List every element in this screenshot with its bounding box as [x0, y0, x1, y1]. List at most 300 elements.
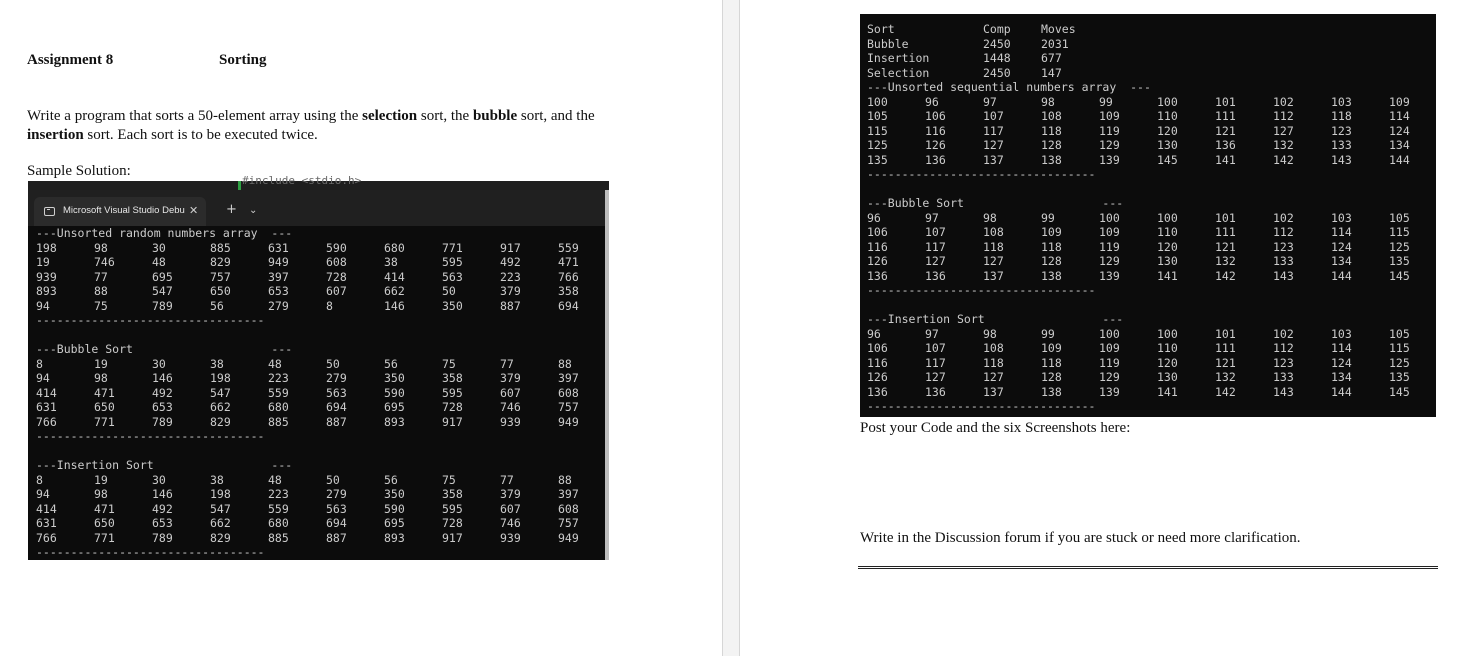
terminal-cell: 917 [442, 530, 463, 545]
terminal-cell: 198 [210, 371, 231, 385]
terminal-line [860, 51, 1437, 66]
terminal-cell: 121 [1215, 239, 1236, 254]
terminal-cell: 893 [384, 414, 405, 429]
terminal-cell: 949 [558, 530, 579, 545]
terminal-cell: 771 [442, 240, 463, 255]
terminal-cell: 127 [983, 254, 1004, 268]
terminal-cell: 88 [558, 356, 572, 371]
terminal-line [860, 327, 1437, 342]
terminal-cell: 397 [268, 269, 289, 284]
terminal-cell: 471 [94, 501, 115, 516]
terminal-cell: 115 [1389, 341, 1410, 355]
terminal-cell: 2450 [983, 36, 1011, 51]
terminal-cell: 887 [326, 414, 347, 429]
terminal-cell: 30 [152, 240, 166, 255]
terminal-cell: 98 [94, 240, 108, 255]
terminal-line [28, 328, 605, 343]
terminal-cell: 789 [152, 414, 173, 429]
terminal-line [860, 80, 1437, 95]
terminal-cell: 106 [925, 109, 946, 123]
terminal-cell: 137 [983, 384, 1004, 399]
terminal-cell: 653 [268, 284, 289, 298]
terminal-cell: 98 [1041, 94, 1055, 109]
terminal-line [28, 473, 605, 488]
terminal-cell: 134 [1331, 370, 1352, 384]
terminal-cell: 139 [1099, 152, 1120, 167]
terminal-cell: 746 [500, 400, 521, 414]
terminal-cell: 129 [1099, 254, 1120, 268]
terminal-cell: 127 [1273, 123, 1294, 138]
terminal-cell: 138 [1041, 152, 1062, 167]
terminal-cell: 135 [867, 152, 888, 167]
terminal-cell: 109 [1099, 225, 1120, 239]
terminal-cell: 120 [1157, 123, 1178, 138]
terminal-text: ---Unsorted sequential numbers array --- [867, 80, 1151, 94]
terminal-line [860, 225, 1437, 240]
sample-solution-label: Sample Solution: [27, 163, 131, 179]
terminal-cell: 94 [36, 371, 50, 385]
terminal-cell: 694 [326, 400, 347, 414]
terminal-cell: 631 [36, 516, 57, 530]
terminal-cell: 98 [94, 371, 108, 385]
terminal-cell: 771 [94, 414, 115, 429]
terminal-cell: 133 [1273, 370, 1294, 384]
terminal-cell: 142 [1273, 152, 1294, 167]
terminal-cell: 757 [558, 516, 579, 530]
terminal-cell: 728 [326, 269, 347, 284]
terminal-line [860, 109, 1437, 124]
terminal-cell: 766 [36, 414, 57, 429]
terminal-cell: 48 [152, 255, 166, 269]
terminal-cell: 108 [1041, 109, 1062, 123]
terminal-cell: 117 [983, 123, 1004, 138]
terminal-cell: 939 [500, 530, 521, 545]
terminal-cell: 101 [1215, 94, 1236, 109]
terminal-cell: 563 [326, 501, 347, 516]
terminal-cell: 746 [94, 255, 115, 269]
terminal-cell: 1448 [983, 51, 1011, 65]
terminal-output-2 [860, 22, 1437, 414]
terminal-cell: 746 [500, 516, 521, 530]
terminal-cell: 102 [1273, 210, 1294, 225]
terminal-line [28, 357, 605, 372]
code-editor-peek [28, 174, 609, 190]
terminal-cell: 917 [442, 414, 463, 429]
terminal-cell: 98 [983, 326, 997, 341]
terminal-cell: 107 [925, 225, 946, 239]
terminal-cell: 77 [500, 356, 514, 371]
instruction-bold-selection: selection [362, 108, 418, 124]
terminal-text: ---Bubble Sort --- [867, 196, 1124, 210]
terminal-cell: 136 [867, 384, 888, 399]
terminal-cell: 118 [1331, 109, 1352, 123]
terminal-cell: 492 [152, 385, 173, 400]
terminal-line [28, 545, 605, 560]
terminal-cell: 358 [558, 284, 579, 298]
terminal-cell: 137 [983, 268, 1004, 283]
chevron-down-icon[interactable]: ⌄ [249, 205, 258, 216]
terminal-cell: 106 [867, 341, 888, 355]
terminal-cell: 885 [268, 530, 289, 545]
terminal-cell: 111 [1215, 341, 1236, 355]
terminal-cell: 414 [36, 385, 57, 400]
terminal-cell: 608 [558, 501, 579, 516]
terminal-cell: 96 [867, 326, 881, 341]
terminal-cell: 662 [210, 516, 231, 530]
terminal-cell: 110 [1157, 225, 1178, 239]
terminal-cell: 414 [384, 269, 405, 284]
terminal-cell: 144 [1331, 268, 1352, 283]
terminal-cell: 223 [268, 487, 289, 501]
terminal-cell: 118 [1041, 239, 1062, 254]
terminal-cell: 100 [1099, 210, 1120, 225]
terminal-cell: 112 [1273, 341, 1294, 355]
terminal-cell: 30 [152, 356, 166, 371]
terminal-cell: 680 [384, 240, 405, 255]
terminal-cell: 379 [500, 284, 521, 298]
terminal-cell: 119 [1099, 123, 1120, 138]
terminal-cell: 607 [326, 284, 347, 298]
terminal-cell: 126 [925, 138, 946, 152]
terminal-cell: 123 [1273, 239, 1294, 254]
discussion-note: Write in the Discussion forum if you are stuck or need more clarification. [860, 530, 1301, 546]
terminal-cell: 103 [1331, 94, 1352, 109]
terminal-cell: 120 [1157, 239, 1178, 254]
terminal-cell: 109 [1099, 341, 1120, 355]
terminal-line [860, 370, 1437, 385]
terminal-cell: 397 [558, 487, 579, 501]
terminal-cell: 559 [268, 385, 289, 400]
terminal-cell: 358 [442, 371, 463, 385]
terminal-line [28, 371, 605, 386]
terminal-cell: 97 [983, 94, 997, 109]
terminal-cell: 141 [1215, 152, 1236, 167]
new-tab-button[interactable]: + [226, 202, 237, 217]
terminal-line [860, 153, 1437, 168]
terminal-cell: 757 [210, 269, 231, 284]
terminal-cell: 107 [925, 341, 946, 355]
terminal-cell: 132 [1215, 254, 1236, 268]
terminal-cell: 116 [867, 239, 888, 254]
terminal-cell: 56 [384, 472, 398, 487]
terminal-cell: 100 [1099, 326, 1120, 341]
terminal-cell: 279 [326, 371, 347, 385]
terminal-cell: 136 [925, 268, 946, 283]
terminal-cell: 133 [1331, 138, 1352, 152]
instruction-text-3: sort, and the [517, 108, 595, 124]
terminal-cell: Insertion [867, 51, 930, 65]
terminal-cell: 680 [268, 516, 289, 530]
terminal-cell: 77 [500, 472, 514, 487]
terminal-line [860, 269, 1437, 284]
terminal-text: --------------------------------- [867, 167, 1096, 181]
terminal-cell: 662 [210, 400, 231, 414]
terminal-cell: 96 [925, 94, 939, 109]
terminal-cell: 146 [384, 298, 405, 313]
terminal-cell: 118 [983, 355, 1004, 370]
instruction-text-4: sort. Each sort is to be executed twice. [83, 127, 318, 143]
terminal-cell: 138 [1041, 268, 1062, 283]
terminal-cell: 38 [210, 356, 224, 371]
terminal-cell: 30 [152, 472, 166, 487]
terminal-cell: Bubble [867, 36, 909, 51]
terminal-cell: 121 [1215, 355, 1236, 370]
terminal-line [28, 386, 605, 401]
terminal-cell: 608 [558, 385, 579, 400]
terminal-cell: 114 [1331, 225, 1352, 239]
terminal-line [860, 37, 1437, 52]
terminal-cell: 48 [268, 472, 282, 487]
terminal-line [28, 444, 605, 459]
terminal-tab-title: Microsoft Visual Studio Debu [63, 205, 185, 217]
terminal-cell: 829 [210, 414, 231, 429]
terminal-cell: 125 [1389, 239, 1410, 254]
terminal-cell: 358 [442, 487, 463, 501]
terminal-cell: 102 [1273, 326, 1294, 341]
terminal-line [860, 356, 1437, 371]
terminal-cell: 662 [384, 284, 405, 298]
terminal-cell: 771 [94, 530, 115, 545]
terminal-cell: 125 [867, 138, 888, 152]
terminal-cell: 141 [1157, 268, 1178, 283]
terminal-cell: 101 [1215, 210, 1236, 225]
assignment-title: Assignment 8 [27, 52, 114, 68]
terminal-cell: 939 [36, 269, 57, 284]
double-rule-divider [858, 566, 1438, 569]
terminal-cell: 38 [210, 472, 224, 487]
code-peek-text: #include <stdio.h> [242, 174, 362, 187]
terminal-cell: 143 [1331, 152, 1352, 167]
terminal-cell: 414 [36, 501, 57, 516]
terminal-cell: 547 [210, 385, 231, 400]
terminal-cell: 146 [152, 371, 173, 385]
terminal-text: --------------------------------- [867, 283, 1096, 297]
terminal-cell: 135 [1389, 254, 1410, 268]
terminal-line [28, 342, 605, 357]
terminal-line [860, 167, 1437, 182]
terminal-cell: 96 [867, 210, 881, 225]
terminal-line [28, 270, 605, 285]
terminal-text: ---Insertion Sort --- [36, 458, 293, 472]
terminal-cell: 695 [152, 269, 173, 284]
terminal-cell: 379 [500, 371, 521, 385]
terminal-cell: 126 [867, 370, 888, 384]
terminal-cell: 117 [925, 239, 946, 254]
terminal-line [28, 487, 605, 502]
terminal-line [860, 124, 1437, 139]
terminal-cell: 559 [558, 240, 579, 255]
terminal-cell: 19 [94, 356, 108, 371]
terminal-cell: 279 [268, 298, 289, 313]
terminal-cell: 19 [36, 255, 50, 269]
terminal-cell: 94 [36, 487, 50, 501]
terminal-cell: 2450 [983, 65, 1011, 80]
terminal-cell: 728 [442, 516, 463, 530]
terminal-cell: 8 [326, 298, 333, 313]
terminal-cell: 130 [1157, 254, 1178, 268]
terminal-cell: 492 [500, 255, 521, 269]
terminal-line [860, 138, 1437, 153]
terminal-cell: 114 [1389, 109, 1410, 123]
terminal-cell: 120 [1157, 355, 1178, 370]
terminal-cell: 50 [326, 356, 340, 371]
terminal-cell: 19 [94, 472, 108, 487]
terminal-cell: 130 [1157, 138, 1178, 152]
terminal-cell: 123 [1273, 355, 1294, 370]
terminal-cell: 108 [983, 341, 1004, 355]
terminal-cell: 115 [1389, 225, 1410, 239]
terminal-cell: 8 [36, 472, 43, 487]
terminal-cell: 127 [925, 370, 946, 384]
terminal-cell: 887 [500, 298, 521, 313]
terminal-cell: 75 [442, 472, 456, 487]
terminal-cell: 650 [94, 516, 115, 530]
terminal-cell: 111 [1215, 225, 1236, 239]
terminal-cell: 136 [867, 268, 888, 283]
terminal-line [28, 226, 605, 241]
terminal-line [28, 255, 605, 270]
terminal-cell: 134 [1331, 254, 1352, 268]
terminal-cell: 139 [1099, 268, 1120, 283]
terminal-cell: 97 [925, 326, 939, 341]
terminal-cell: 590 [384, 385, 405, 400]
terminal-cell: 129 [1099, 138, 1120, 152]
terminal-line [860, 254, 1437, 269]
terminal-cell: 350 [442, 298, 463, 313]
terminal-cell: 128 [1041, 138, 1062, 152]
terminal-line [860, 22, 1437, 37]
terminal-cell: 694 [326, 516, 347, 530]
terminal-cell: 50 [442, 284, 456, 298]
terminal-line [860, 240, 1437, 255]
terminal-cell: 98 [983, 210, 997, 225]
terminal-cell: 471 [94, 385, 115, 400]
terminal-cell: 144 [1389, 152, 1410, 167]
terminal-cell: 139 [1099, 384, 1120, 399]
instruction-bold-bubble: bubble [472, 108, 518, 124]
terminal-cell: 145 [1389, 268, 1410, 283]
terminal-cell: 650 [94, 400, 115, 414]
terminal-line [28, 458, 605, 473]
terminal-cell: 100 [1157, 210, 1178, 225]
terminal-cell: 766 [36, 530, 57, 545]
terminal-cell: 118 [1041, 355, 1062, 370]
terminal-cell: 121 [1215, 123, 1236, 138]
terminal-cell: 107 [983, 109, 1004, 123]
terminal-line [860, 211, 1437, 226]
terminal-cell: 127 [983, 138, 1004, 152]
terminal-cell: 590 [326, 240, 347, 255]
terminal-cell: 106 [867, 225, 888, 239]
terminal-text: ---Unsorted random numbers array --- [36, 226, 293, 240]
terminal-line [28, 400, 605, 415]
terminal-line [860, 95, 1437, 110]
terminal-cell: 608 [326, 255, 347, 269]
terminal-cell: 198 [36, 240, 57, 255]
terminal-cell: 110 [1157, 109, 1178, 123]
terminal-cell: 829 [210, 255, 231, 269]
terminal-text: --------------------------------- [36, 429, 265, 443]
terminal-output [28, 226, 605, 560]
terminal-cell: 75 [442, 356, 456, 371]
terminal-cell: 99 [1041, 210, 1055, 225]
terminal-cell: 99 [1099, 94, 1113, 109]
terminal-cell: 38 [384, 255, 398, 269]
assignment-topic: Sorting [219, 52, 267, 68]
close-icon[interactable]: ✕ [189, 205, 199, 218]
terminal-tab[interactable] [34, 197, 206, 226]
terminal-cell: 939 [500, 414, 521, 429]
terminal-line [28, 313, 605, 328]
terminal-cell: 949 [558, 414, 579, 429]
terminal-cell: 223 [500, 269, 521, 284]
instruction-paragraph [27, 107, 617, 145]
terminal-cell: 595 [442, 255, 463, 269]
terminal-line [28, 299, 605, 314]
terminal-text: --------------------------------- [867, 399, 1096, 413]
terminal-cell: 100 [1157, 326, 1178, 341]
terminal-line [28, 516, 605, 531]
terminal-cell: 757 [558, 400, 579, 414]
terminal-cell: 893 [36, 284, 57, 298]
terminal-cell: 108 [983, 225, 1004, 239]
terminal-line [28, 429, 605, 444]
terminal-cell: 117 [925, 355, 946, 370]
terminal-line [860, 399, 1437, 414]
terminal-text: ---Bubble Sort --- [36, 342, 293, 356]
terminal-cell: Comp [983, 22, 1011, 36]
terminal-cell: 595 [442, 501, 463, 516]
terminal-cell: 118 [1041, 123, 1062, 138]
terminal-cell: 350 [384, 487, 405, 501]
terminal-cell: 653 [152, 516, 173, 530]
terminal-cell: 99 [1041, 326, 1055, 341]
terminal-cell: 114 [1331, 341, 1352, 355]
terminal-text: ---Insertion Sort --- [867, 312, 1124, 326]
terminal-cell: 105 [1389, 210, 1410, 225]
terminal-cell: 728 [442, 400, 463, 414]
sample-terminal-screenshot [28, 174, 609, 560]
terminal-cell: 109 [1041, 341, 1062, 355]
terminal-cell: 130 [1157, 370, 1178, 384]
terminal-cell: 137 [983, 152, 1004, 167]
terminal-cell: 631 [268, 240, 289, 255]
terminal-cell: 100 [867, 94, 888, 109]
terminal-cell: 109 [1389, 94, 1410, 109]
terminal-cell: 138 [1041, 384, 1062, 399]
sample-terminal-screenshot-2 [860, 14, 1436, 417]
terminal-cell: 102 [1273, 94, 1294, 109]
terminal-cell: 694 [558, 298, 579, 313]
terminal-cell: 127 [983, 370, 1004, 384]
terminal-cell: 136 [925, 384, 946, 399]
terminal-cell: 124 [1331, 355, 1352, 370]
terminal-line [860, 196, 1437, 211]
terminal-cell: 88 [558, 472, 572, 487]
terminal-text: --------------------------------- [36, 313, 265, 327]
terminal-cell: 109 [1041, 225, 1062, 239]
terminal-cell: 143 [1273, 384, 1294, 399]
terminal-cell: 128 [1041, 370, 1062, 384]
terminal-cell: 146 [152, 487, 173, 501]
terminal-cell: 949 [268, 255, 289, 269]
terminal-cell: 56 [210, 298, 224, 313]
terminal-cell: 885 [210, 240, 231, 255]
terminal-cell: 75 [94, 298, 108, 313]
terminal-line [860, 66, 1437, 81]
terminal-cell: 136 [925, 152, 946, 167]
terminal-line [28, 531, 605, 546]
